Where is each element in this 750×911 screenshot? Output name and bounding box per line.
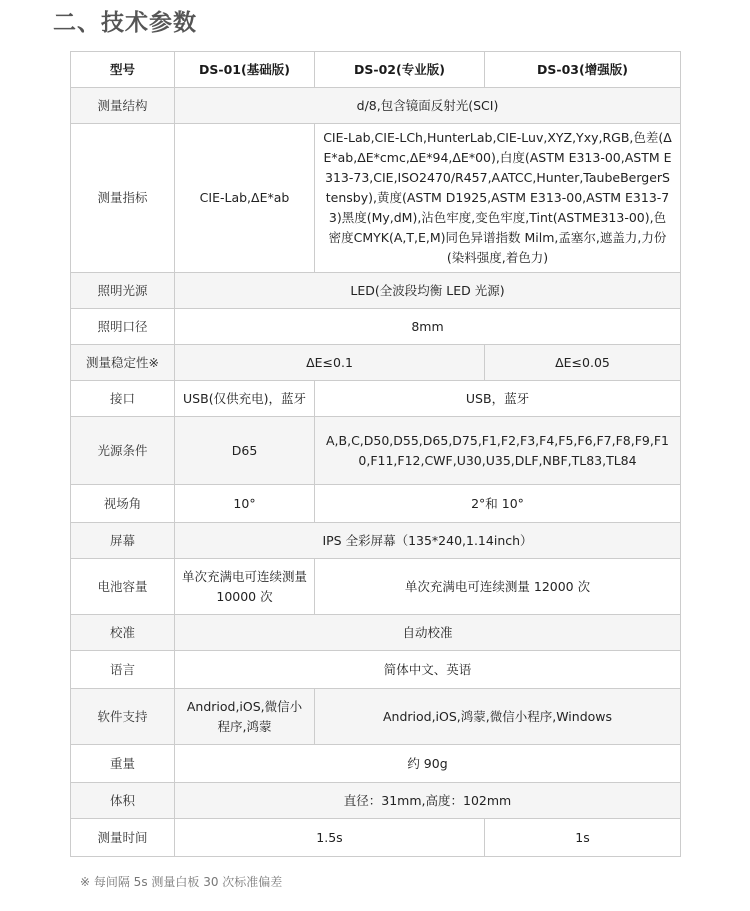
row-label: 软件支持	[71, 689, 175, 745]
cell-value: 1.5s	[175, 819, 485, 857]
table-row	[71, 819, 681, 857]
table-row	[71, 309, 681, 345]
table-row	[71, 273, 681, 309]
row-label: 语言	[71, 651, 175, 689]
row-label: 体积	[71, 783, 175, 819]
cell-value: USB(仅供充电)，蓝牙	[175, 381, 315, 417]
cell-value: D65	[175, 417, 315, 485]
cell-value: 约 90g	[175, 745, 681, 783]
row-label: 屏幕	[71, 523, 175, 559]
table-header-row	[71, 52, 681, 88]
cell-value: 单次充满电可连续测量 12000 次	[315, 559, 681, 615]
row-label: 接口	[71, 381, 175, 417]
table-row	[71, 745, 681, 783]
cell-value: A,B,C,D50,D55,D65,D75,F1,F2,F3,F4,F5,F6,F7,F8,F9,F10,F11,F12,CWF,U30,U35,DLF,NBF,TL83,TL84	[315, 417, 681, 485]
cell-value: 8mm	[175, 309, 681, 345]
table-row	[71, 559, 681, 615]
row-label: 校准	[71, 615, 175, 651]
row-label: 测量指标	[71, 124, 175, 273]
row-label: 重量	[71, 745, 175, 783]
cell-value: ΔE≤0.05	[485, 345, 681, 381]
cell-value: 10°	[175, 485, 315, 523]
table-row	[71, 381, 681, 417]
row-label: 测量稳定性※	[71, 345, 175, 381]
cell-value: 1s	[485, 819, 681, 857]
row-label: 视场角	[71, 485, 175, 523]
header-ds02: DS-02(专业版)	[315, 52, 485, 88]
cell-value: Andriod,iOS,微信小程序,鸿蒙	[175, 689, 315, 745]
row-label: 电池容量	[71, 559, 175, 615]
cell-value: d/8,包含镜面反射光(SCI)	[175, 88, 681, 124]
cell-value: CIE-Lab,ΔE*ab	[175, 124, 315, 273]
cell-value: CIE-Lab,CIE-LCh,HunterLab,CIE-Luv,XYZ,Yxy,RGB,色差(ΔE*ab,ΔE*cmc,ΔE*94,ΔE*00),白度(ASTM E313-00,ASTM E313-73,CIE,ISO2470/R457,AATCC,Hunter,TaubeBergerStensby),黄度(ASTM D1925,ASTM E313-00,ASTM E313-73)黑度(My,dM),沾色牢度,变色牢度,Tint(ASTME313-00),色密度CMYK(A,T,E,M)同色异谱指数 Milm,孟塞尔,遮盖力,力份(染料强度,着色力)	[315, 124, 681, 273]
table-row	[71, 124, 681, 273]
section-title: 二、技术参数	[53, 10, 197, 36]
cell-value: LED(全波段均衡 LED 光源)	[175, 273, 681, 309]
table-row	[71, 345, 681, 381]
table-row	[71, 651, 681, 689]
row-label: 光源条件	[71, 417, 175, 485]
footnote: ※ 每间隔 5s 测量白板 30 次标准偏差	[80, 875, 283, 889]
table-row	[71, 417, 681, 485]
table-row	[71, 615, 681, 651]
cell-value: 简体中文、英语	[175, 651, 681, 689]
cell-value: IPS 全彩屏幕（135*240,1.14inch）	[175, 523, 681, 559]
cell-value: 2°和 10°	[315, 485, 681, 523]
table-row	[71, 485, 681, 523]
cell-value: Andriod,iOS,鸿蒙,微信小程序,Windows	[315, 689, 681, 745]
cell-value: 直径：31mm,高度：102mm	[175, 783, 681, 819]
table-row	[71, 523, 681, 559]
row-label: 照明口径	[71, 309, 175, 345]
row-label: 测量结构	[71, 88, 175, 124]
table-row	[71, 689, 681, 745]
row-label: 测量时间	[71, 819, 175, 857]
spec-table	[70, 51, 681, 857]
cell-value: ΔE≤0.1	[175, 345, 485, 381]
table-row	[71, 783, 681, 819]
header-model: 型号	[71, 52, 175, 88]
header-ds03: DS-03(增强版)	[485, 52, 681, 88]
cell-value: USB，蓝牙	[315, 381, 681, 417]
header-ds01: DS-01(基础版)	[175, 52, 315, 88]
table-row	[71, 88, 681, 124]
cell-value: 自动校准	[175, 615, 681, 651]
row-label: 照明光源	[71, 273, 175, 309]
cell-value: 单次充满电可连续测量 10000 次	[175, 559, 315, 615]
